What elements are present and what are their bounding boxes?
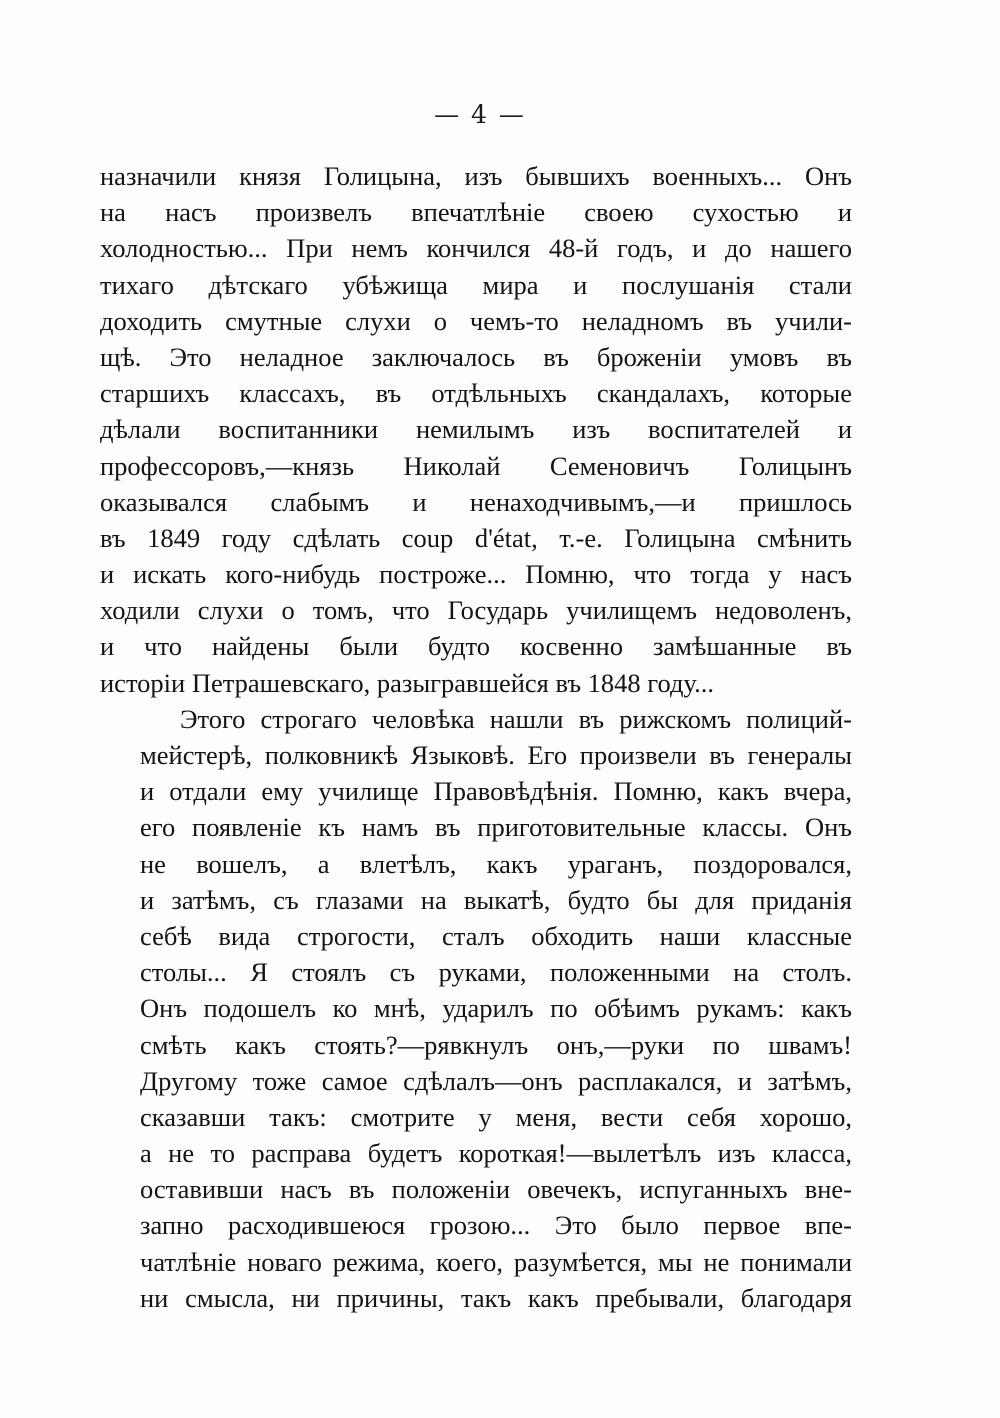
paragraph-1 xyxy=(100,158,852,701)
text-line: и затѣмъ, съ глазами на выкатѣ, будто бы для приданія xyxy=(140,884,852,915)
text-line: и отдали ему училище Правовѣдѣнія. Помню, какъ вчера, xyxy=(140,776,852,807)
text-line: и что найдены были будто косвенно замѣшанные въ xyxy=(100,631,852,662)
body-text xyxy=(100,158,852,1316)
text-line: холодностью... При немъ кончился 48-й годъ, и до нашего xyxy=(100,233,852,264)
text-line: оставивши насъ въ положеніи овечекъ, испуганныхъ вне- xyxy=(140,1174,852,1205)
text-line: доходить смутные слухи о чемъ-то неладномъ въ учили- xyxy=(100,305,852,336)
text-line: старшихъ классахъ, въ отдѣльныхъ скандалахъ, которые xyxy=(100,378,852,409)
text-line: Этого строгаго человѣка нашли въ рижскомъ полиций- xyxy=(180,703,852,734)
text-line: профессоровъ,—князь Николай Семеновичъ Голицынъ xyxy=(100,450,852,481)
text-line: оказывался слабымъ и ненаходчивымъ,—и пришлось xyxy=(100,486,852,517)
text-line: смѣть какъ стоять?—рявкнулъ онъ,—руки по швамъ! xyxy=(140,1029,852,1060)
text-line: ни смысла, ни причины, такъ какъ пребывали, благодаря xyxy=(140,1282,852,1313)
text-line: мейстерѣ, полковникѣ Языковѣ. Его произвели въ генералы xyxy=(140,740,852,770)
text-line: запно расходившеюся грозою... Это было первое впе- xyxy=(140,1210,852,1241)
text-line: Онъ подошелъ ко мнѣ, ударилъ по обѣимъ рукамъ: какъ xyxy=(140,993,852,1024)
text-line: назначили князя Голицына, изъ бывшихъ военныхъ... Онъ xyxy=(100,161,852,191)
text-line: чатлѣніе новаго режима, коего, разумѣется, мы не понимали xyxy=(140,1246,852,1277)
text-line: не вошелъ, а влетѣлъ, какъ ураганъ, поздоровался, xyxy=(140,848,852,879)
text-line: дѣлали воспитанники немилымъ изъ воспитателей и xyxy=(100,414,852,445)
text-line: себѣ вида строгости, сталъ обходить наши классные xyxy=(140,920,852,951)
paragraph-2 xyxy=(100,701,852,1316)
text-line: ходили слухи о томъ, что Государь училищемъ недоволенъ, xyxy=(100,595,852,626)
text-line: тихаго дѣтскаго убѣжища мира и послушанія стали xyxy=(100,269,852,300)
text-line: его появленіе къ намъ въ приготовительные классы. Онъ xyxy=(140,812,852,843)
text-line: сказавши такъ: смотрите у меня, вести себя хорошо, xyxy=(140,1101,852,1132)
text-line: въ 1849 году сдѣлать coup d'état, т.-е. Голицына смѣнить xyxy=(100,522,852,553)
text-line: исторіи Петрашевскаго, разыгравшейся въ 1848 году... xyxy=(100,667,714,698)
text-line: столы... Я стоялъ съ руками, положенными на столъ. xyxy=(140,957,852,988)
text-line: на насъ произвелъ впечатлѣніе своею сухостью и xyxy=(100,197,852,228)
text-line: Другому тоже самое сдѣлалъ—онъ расплакался, и затѣмъ, xyxy=(140,1065,852,1096)
page-number: — 4 — xyxy=(434,100,526,129)
text-line: а не то расправа будетъ короткая!—вылетѣлъ изъ класса, xyxy=(140,1138,852,1169)
text-line: щѣ. Это неладное заключалось въ броженіи умовъ въ xyxy=(100,341,852,372)
text-line: и искать кого-нибудь построже... Помню, что тогда у насъ xyxy=(100,559,852,590)
